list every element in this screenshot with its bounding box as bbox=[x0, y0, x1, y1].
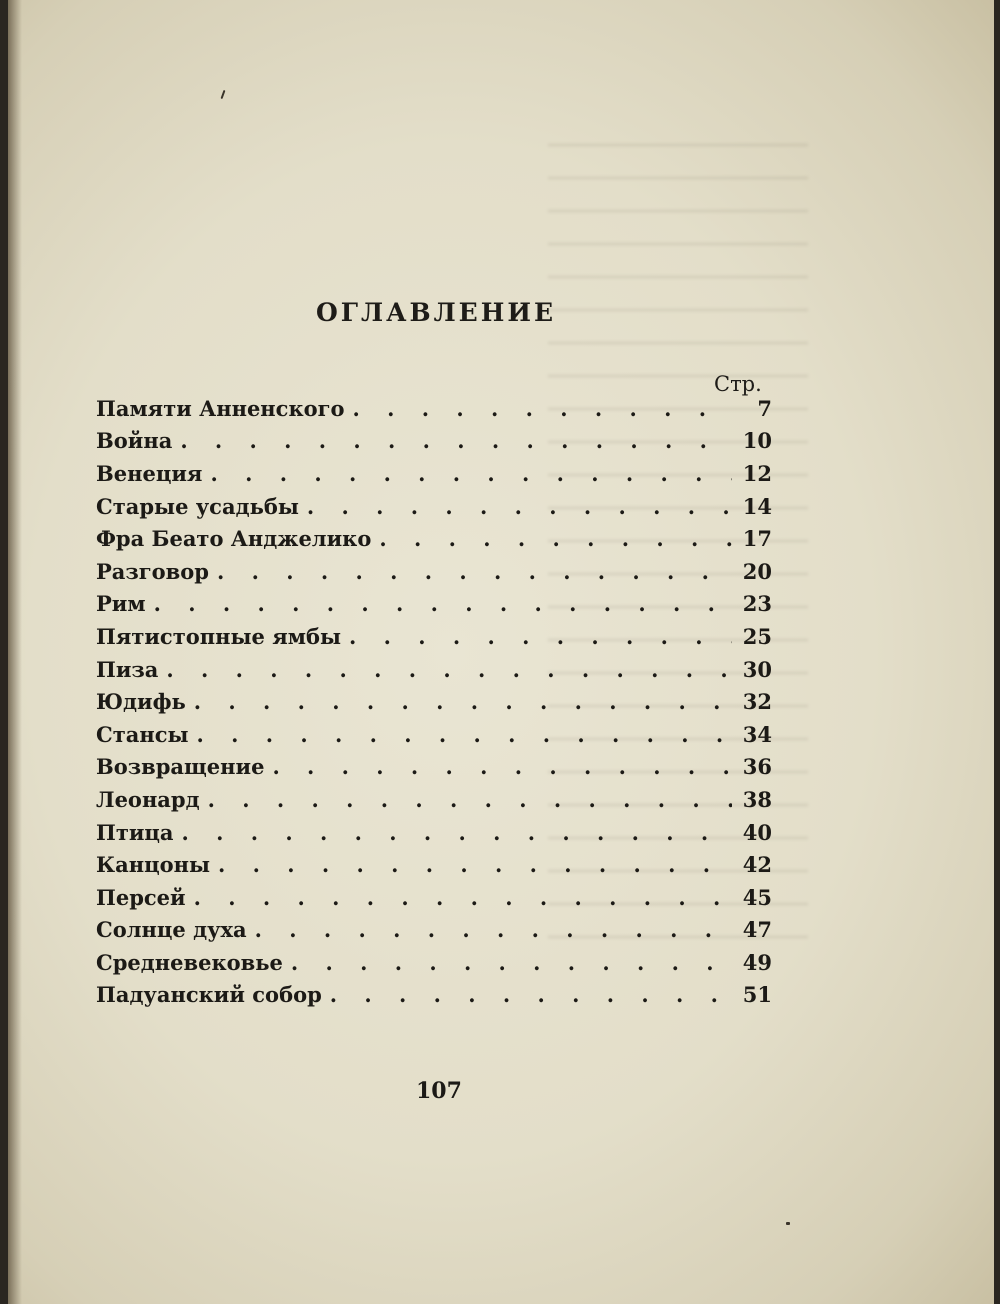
toc-entry-title: Солнце духа bbox=[96, 917, 247, 943]
dot-leader bbox=[307, 494, 732, 519]
dot-leader bbox=[330, 982, 732, 1007]
dot-leader bbox=[182, 820, 732, 845]
dot-leader bbox=[272, 754, 732, 779]
dot-leader bbox=[353, 396, 732, 421]
dot-leader bbox=[208, 787, 732, 812]
toc-entry[interactable] bbox=[96, 946, 772, 979]
toc-entry-title: Война bbox=[96, 428, 173, 454]
toc-entry[interactable] bbox=[96, 620, 772, 653]
toc-entry[interactable] bbox=[96, 490, 772, 523]
toc-entry[interactable] bbox=[96, 718, 772, 751]
dot-leader bbox=[218, 852, 732, 877]
spine-shadow bbox=[8, 0, 22, 1304]
toc-entry[interactable] bbox=[96, 392, 772, 425]
toc-entry-title: Рим bbox=[96, 591, 146, 617]
ink-speck bbox=[221, 90, 226, 99]
toc-entry[interactable] bbox=[96, 457, 772, 490]
toc-entry[interactable] bbox=[96, 425, 772, 458]
toc-entry[interactable] bbox=[96, 653, 772, 686]
toc-entry-title: Птица bbox=[96, 819, 174, 845]
toc-entry-page: 30 bbox=[742, 656, 772, 682]
toc-entry-title: Венеция bbox=[96, 460, 203, 486]
toc-entry-page: 7 bbox=[757, 395, 772, 421]
dot-leader bbox=[217, 559, 732, 584]
toc-entry-title: Фра Беато Анджелико bbox=[96, 526, 372, 552]
toc-entry-title: Старые усадьбы bbox=[96, 493, 299, 519]
toc-entry-title: Юдифь bbox=[96, 689, 186, 715]
dot-leader bbox=[197, 722, 732, 747]
page-column-header: Стр. bbox=[714, 372, 762, 396]
toc-entry-page: 25 bbox=[742, 623, 772, 649]
toc-entry-title: Средневековье bbox=[96, 949, 283, 975]
toc-entry-title: Стансы bbox=[96, 721, 189, 747]
dot-leader bbox=[154, 591, 732, 616]
toc-entry[interactable] bbox=[96, 588, 772, 621]
dot-leader bbox=[349, 624, 732, 649]
toc-entry-page: 38 bbox=[742, 786, 772, 812]
toc-entry-page: 34 bbox=[742, 721, 772, 747]
dot-leader bbox=[180, 428, 732, 453]
toc-entry[interactable] bbox=[96, 751, 772, 784]
dot-leader bbox=[166, 657, 732, 682]
toc-entry-title: Возвращение bbox=[96, 754, 265, 780]
toc-entry-title: Пиза bbox=[96, 656, 159, 682]
toc-entry-page: 20 bbox=[742, 558, 772, 584]
toc-entry-page: 17 bbox=[742, 526, 772, 552]
toc-entry-title: Пятистопные ямбы bbox=[96, 623, 342, 649]
toc-entry-title: Разговор bbox=[96, 558, 209, 584]
dot-leader bbox=[255, 917, 732, 942]
dot-leader bbox=[210, 461, 732, 486]
toc-entry-title: Леонард bbox=[96, 786, 200, 812]
toc-entry-page: 49 bbox=[742, 949, 772, 975]
toc-entry-page: 32 bbox=[742, 689, 772, 715]
toc-entry-title: Канцоны bbox=[96, 852, 211, 878]
toc-entry-page: 14 bbox=[742, 493, 772, 519]
toc-entry-page: 23 bbox=[742, 591, 772, 617]
toc-entry[interactable] bbox=[96, 881, 772, 914]
toc-entry[interactable] bbox=[96, 979, 772, 1012]
toc-entry-page: 45 bbox=[742, 884, 772, 910]
toc-entry-page: 42 bbox=[742, 852, 772, 878]
toc-entry-title: Падуанский собор bbox=[96, 982, 322, 1008]
dot-leader bbox=[194, 689, 732, 714]
toc-entry-page: 12 bbox=[742, 460, 772, 486]
toc-entry-page: 36 bbox=[742, 754, 772, 780]
toc-entry[interactable] bbox=[96, 816, 772, 849]
table-of-contents bbox=[96, 392, 772, 1011]
toc-entry-page: 47 bbox=[742, 917, 772, 943]
book-page bbox=[8, 0, 994, 1304]
toc-entry-title: Памяти Анненского bbox=[96, 395, 345, 421]
dot-leader bbox=[291, 950, 732, 975]
toc-entry[interactable] bbox=[96, 914, 772, 947]
toc-entry[interactable] bbox=[96, 848, 772, 881]
toc-entry-page: 51 bbox=[742, 982, 772, 1008]
toc-entry-page: 40 bbox=[742, 819, 772, 845]
toc-entry[interactable] bbox=[96, 555, 772, 588]
toc-entry-page: 10 bbox=[742, 428, 772, 454]
dot-leader bbox=[379, 526, 732, 551]
dot-leader bbox=[194, 885, 732, 910]
ink-speck bbox=[786, 1222, 790, 1225]
toc-entry[interactable] bbox=[96, 522, 772, 555]
page-number: 107 bbox=[416, 1078, 462, 1104]
toc-heading: ОГЛАВЛЕНИЕ bbox=[315, 298, 557, 327]
toc-entry[interactable] bbox=[96, 685, 772, 718]
toc-entry-title: Персей bbox=[96, 884, 186, 910]
toc-entry[interactable] bbox=[96, 783, 772, 816]
